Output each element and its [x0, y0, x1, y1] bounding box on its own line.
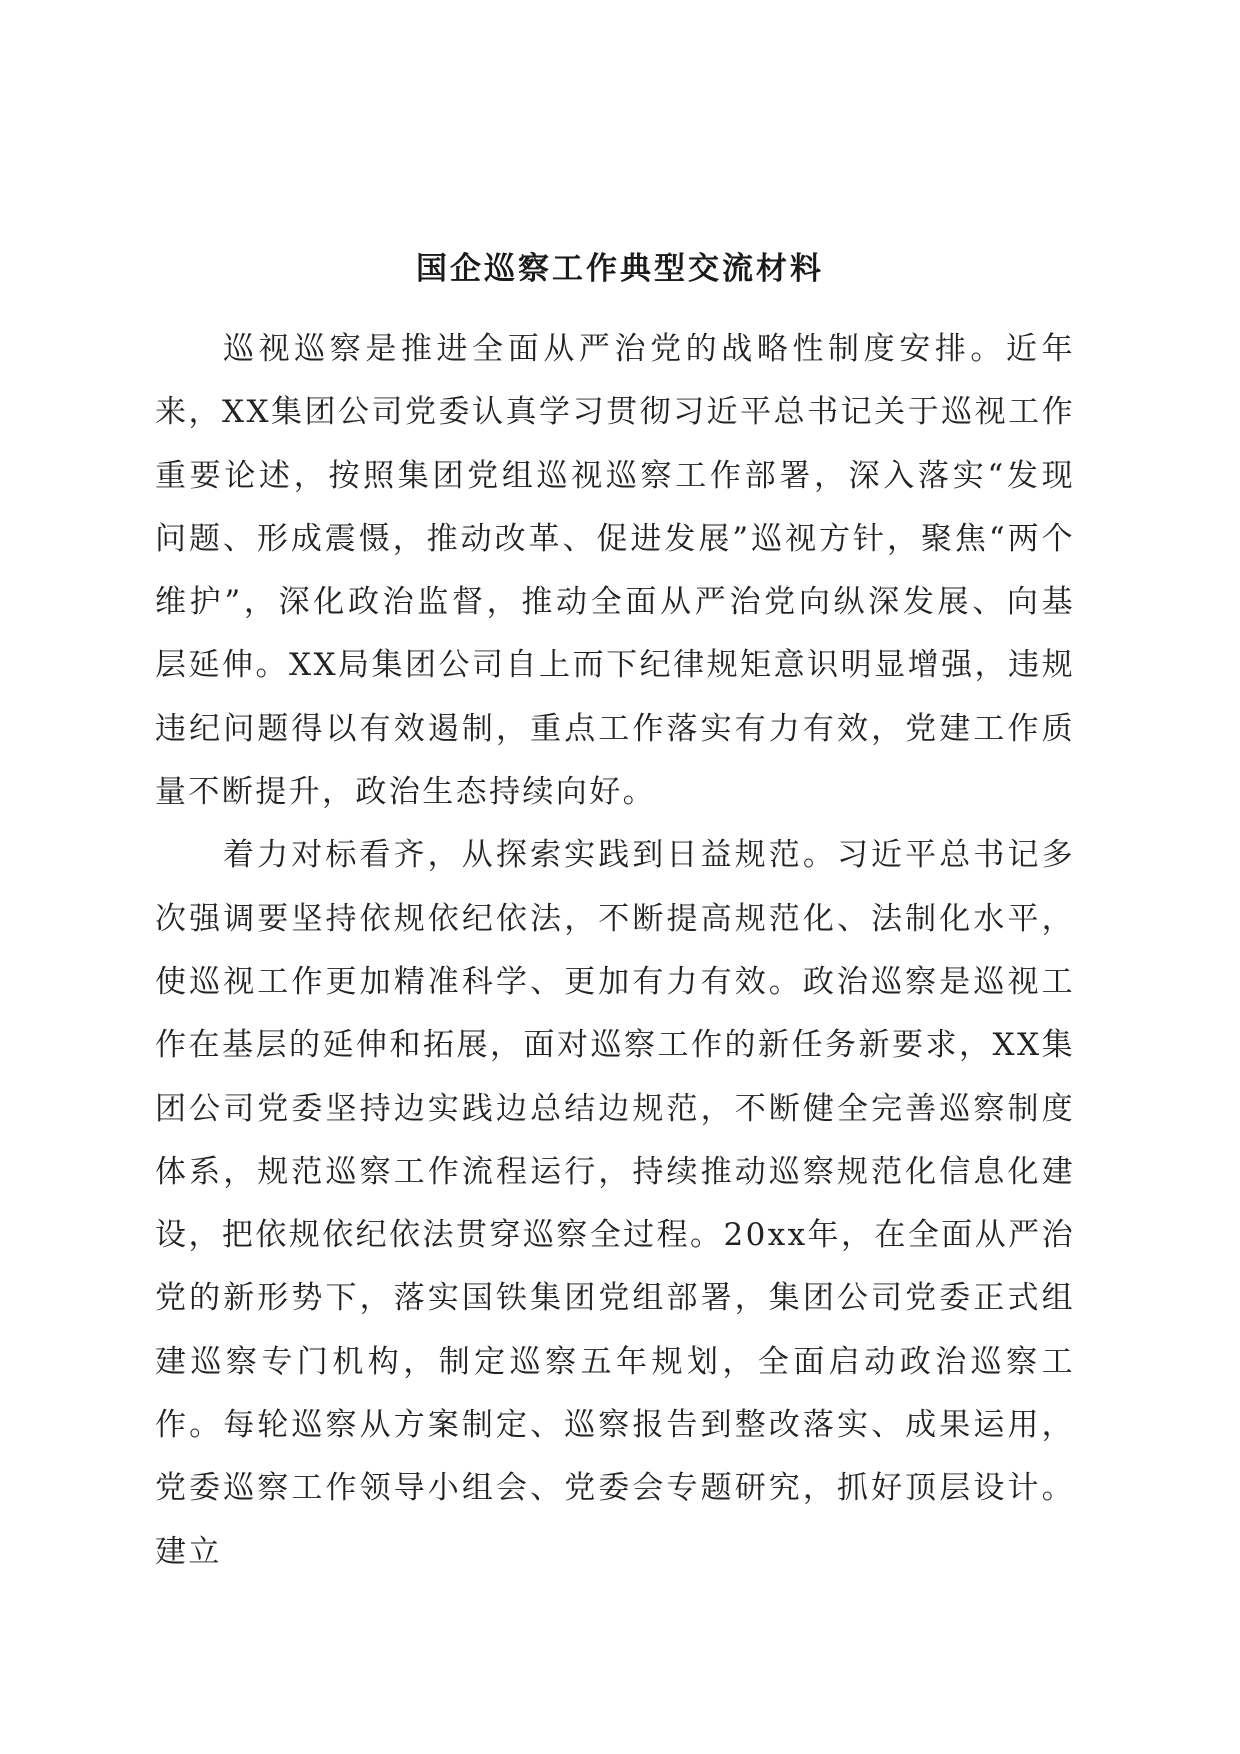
- document-title: 国企巡察工作典型交流材料: [416, 250, 824, 287]
- paragraph-1: 巡视巡察是推进全面从严治党的战略性制度安排。近年来，XX集团公司党委认真学习贯彻习近平总书记关于巡视工作重要论述，按照集团党组巡视巡察工作部署，深入落实“发现问题、形成震慑，推动改革、促进发展”巡视方针，聚焦“两个维护”，深化政治监督，推动全面从严治党向纵深发展、向基层延伸。XX局集团公司自上而下纪律规矩意识明显增强，违规违纪问题得以有效遏制，重点工作落实有力有效，党建工作质量不断提升，政治生态持续向好。: [155, 331, 1075, 811]
- document-body: [155, 318, 1075, 1584]
- paragraph-2: 着力对标看齐，从探索实践到日益规范。习近平总书记多次强调要坚持依规依纪依法，不断提高规范化、法制化水平，使巡视工作更加精准科学、更加有力有效。政治巡察是巡视工作在基层的延伸和拓展，面对巡察工作的新任务新要求，XX集团公司党委坚持边实践边总结边规范，不断健全完善巡察制度体系，规范巡察工作流程运行，持续推动巡察规范化信息化建设，把依规依纪依法贯穿巡察全过程。20xx年，在全面从严治党的新形势下，落实国铁集团党组部署，集团公司党委正式组建巡察专门机构，制定巡察五年规划，全面启动政治巡察工作。每轮巡察从方案制定、巡察报告到整改落实、成果运用，党委巡察工作领导小组会、党委会专题研究，抓好顶层设计。建立: [155, 837, 1075, 1570]
